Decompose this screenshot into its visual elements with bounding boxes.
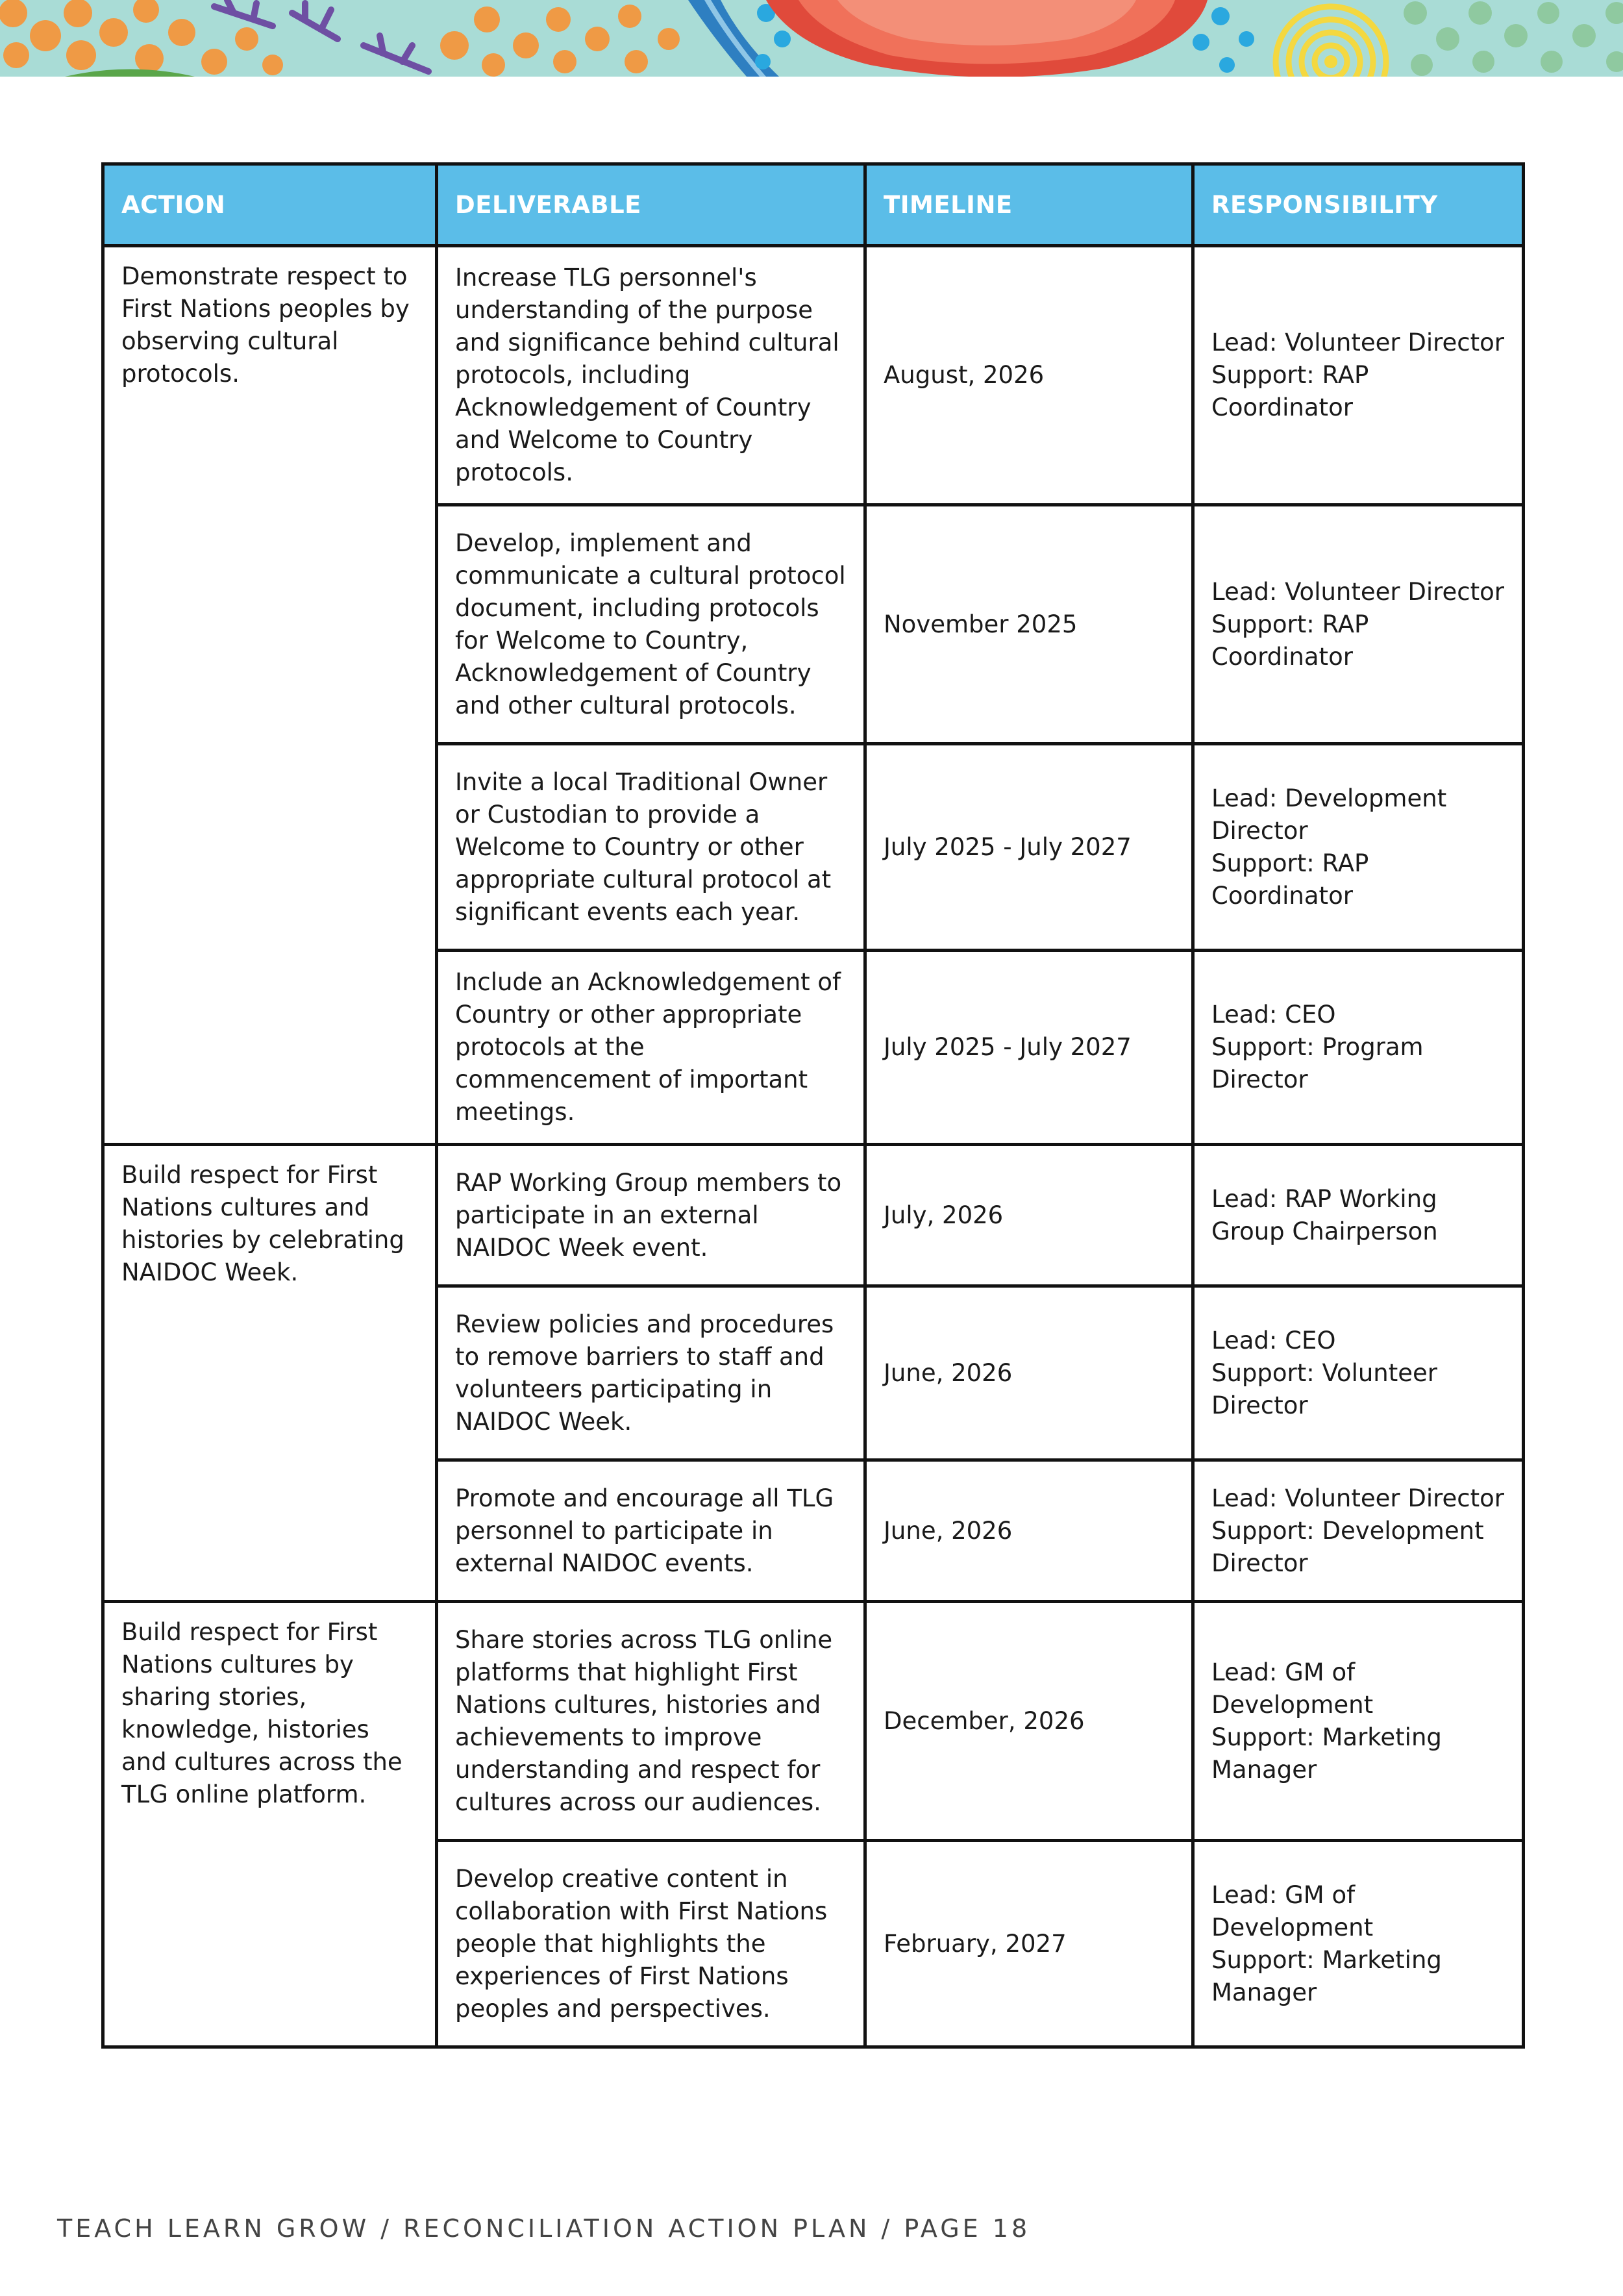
action-cell: Build respect for First Nations cultures by sharing stories, knowledge, histories and cultures across the TLG online platform. (103, 1602, 437, 2047)
deliverable-cell: Promote and encourage all TLG personnel to participate in external NAIDOC events. (437, 1460, 865, 1602)
table-body (103, 246, 1524, 2047)
deliverable-cell: Develop, implement and communicate a cultural protocol document, including protocols for Welcome to Country, Acknowledgement of Country and other cultural protocols. (437, 505, 865, 744)
lead-text: Lead: GM of Development (1211, 1658, 1374, 1719)
responsibility-cell (1193, 951, 1524, 1145)
lead-text: Lead: Volunteer Director (1211, 577, 1505, 606)
timeline-cell: July, 2026 (865, 1145, 1193, 1286)
lead-text: Lead: Volunteer Director (1211, 1484, 1505, 1512)
support-text: Support: Development Director (1211, 1516, 1484, 1577)
responsibility-cell (1193, 246, 1524, 505)
deliverable-cell: RAP Working Group members to participate in an external NAIDOC Week event. (437, 1145, 865, 1286)
table-row (103, 246, 1524, 505)
deliverable-cell: Share stories across TLG online platforms that highlight First Nations cultures, histories and achievements to improve understanding and respect for cultures across our audiences. (437, 1602, 865, 1841)
page-footer: TEACH LEARN GROW / RECONCILIATION ACTION PLAN / PAGE 18 (57, 2214, 1031, 2243)
timeline-cell: February, 2027 (865, 1841, 1193, 2047)
support-text: Support: RAP Coordinator (1211, 849, 1369, 910)
responsibility-cell (1193, 1841, 1524, 2047)
dot-art-banner-graphic (0, 0, 1623, 77)
timeline-cell: August, 2026 (865, 246, 1193, 505)
lead-text: Lead: Development Director (1211, 784, 1447, 845)
timeline-cell: July 2025 - July 2027 (865, 744, 1193, 951)
support-text: Support: Program Director (1211, 1033, 1424, 1093)
deliverable-cell: Include an Acknowledgement of Country or other appropriate protocols at the commencement of important meetings. (437, 951, 865, 1145)
lead-text: Lead: GM of Development (1211, 1880, 1374, 1941)
timeline-cell: June, 2026 (865, 1460, 1193, 1602)
header-timeline: TIMELINE (865, 164, 1193, 246)
deliverable-cell: Develop creative content in collaboration with First Nations people that highlights the experiences of First Nations peoples and perspectives. (437, 1841, 865, 2047)
header-responsibility: RESPONSIBILITY (1193, 164, 1524, 246)
timeline-cell: November 2025 (865, 505, 1193, 744)
action-cell: Build respect for First Nations cultures and histories by celebrating NAIDOC Week. (103, 1145, 437, 1602)
responsibility-cell (1193, 1460, 1524, 1602)
lead-text: Lead: Volunteer Director (1211, 329, 1505, 356)
timeline-cell: June, 2026 (865, 1286, 1193, 1460)
table-row (103, 1145, 1524, 1286)
responsibility-cell (1193, 1145, 1524, 1286)
support-text: Support: Marketing Manager (1211, 1723, 1442, 1784)
support-text: Support: Volunteer Director (1211, 1358, 1437, 1419)
responsibility-cell (1193, 744, 1524, 951)
header-action: ACTION (103, 164, 437, 246)
lead-text: Lead: RAP Working Group Chairperson (1211, 1184, 1438, 1245)
timeline-cell: July 2025 - July 2027 (865, 951, 1193, 1145)
responsibility-cell (1193, 1602, 1524, 1841)
responsibility-cell (1193, 505, 1524, 744)
table-row (103, 1602, 1524, 1841)
lead-text: Lead: CEO (1211, 1001, 1336, 1029)
table-header (103, 164, 1524, 246)
support-text: Support: Marketing Manager (1211, 1945, 1442, 2006)
action-cell: Demonstrate respect to First Nations peoples by observing cultural protocols. (103, 246, 437, 1145)
header-deliverable: DELIVERABLE (437, 164, 865, 246)
decorative-banner (0, 0, 1623, 77)
support-text: Support: RAP Coordinator (1211, 610, 1369, 671)
deliverable-cell: Invite a local Traditional Owner or Custodian to provide a Welcome to Country or other appropriate cultural protocol at significant events each year. (437, 744, 865, 951)
support-text: Support: RAP Coordinator (1211, 361, 1369, 421)
deliverable-cell: Increase TLG personnel's understanding of the purpose and significance behind cultural protocols, including Acknowledgement of Country and Welcome to Country protocols. (437, 246, 865, 505)
action-plan-table (101, 162, 1525, 2049)
timeline-cell: December, 2026 (865, 1602, 1193, 1841)
header-row (103, 164, 1524, 246)
responsibility-cell (1193, 1286, 1524, 1460)
deliverable-cell: Review policies and procedures to remove barriers to staff and volunteers participating in NAIDOC Week. (437, 1286, 865, 1460)
lead-text: Lead: CEO (1211, 1326, 1336, 1354)
